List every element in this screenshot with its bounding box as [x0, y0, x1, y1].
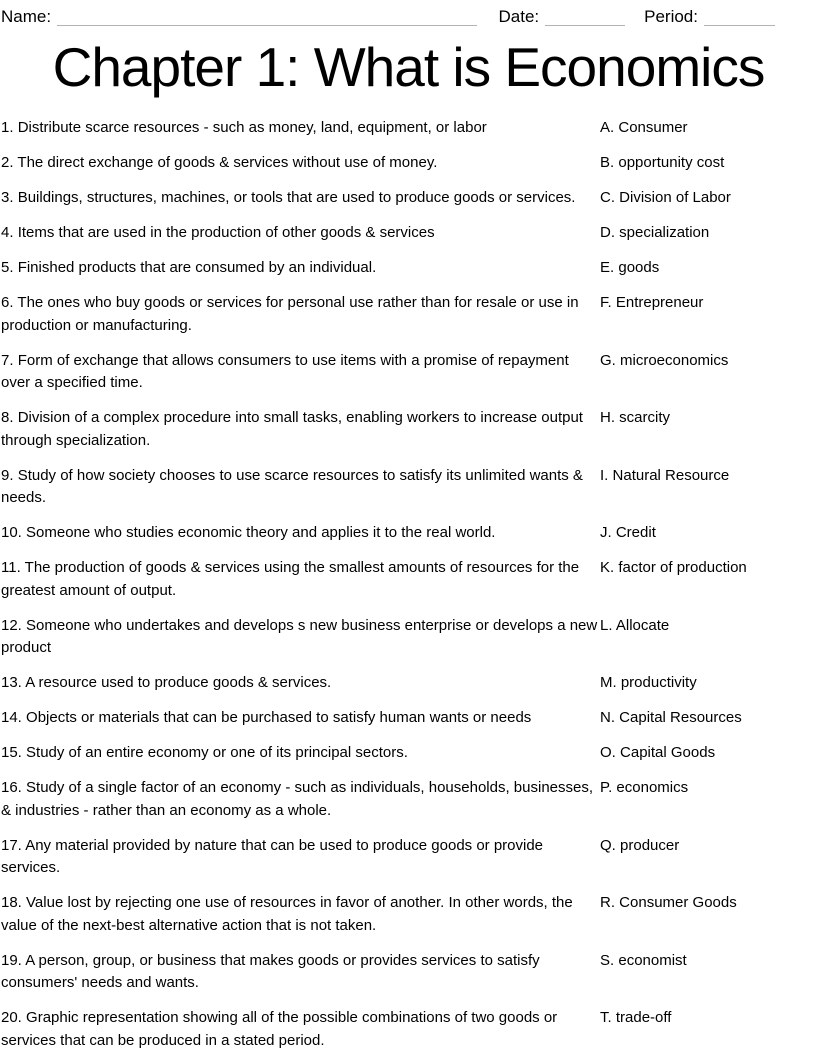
definition-number: 12.	[1, 616, 22, 634]
date-label: Date:	[498, 7, 540, 26]
definition-text: Items that are used in the production of other goods & services	[17, 224, 435, 241]
term-letter: P.	[600, 779, 613, 796]
term-letter: T.	[600, 1009, 612, 1026]
matching-row	[1, 257, 816, 280]
matching-row	[1, 777, 816, 822]
term-text: factor of production	[618, 559, 747, 576]
term	[600, 522, 816, 545]
matching-row	[1, 222, 816, 245]
definition	[1, 777, 600, 822]
definition	[1, 892, 600, 937]
definition-number: 15.	[1, 744, 22, 761]
term-text: goods	[618, 259, 660, 276]
definition-number: 7.	[1, 351, 14, 369]
definition-number: 19.	[1, 951, 22, 969]
definition-text: Objects or materials that can be purchased to satisfy human wants or needs	[26, 709, 532, 726]
definition-text: A resource used to produce goods & services.	[25, 674, 332, 691]
matching-row	[1, 950, 816, 995]
term-letter: B.	[600, 154, 615, 171]
definition-text: Form of exchange that allows consumers to use items with a promise of repayment over a specified time.	[1, 351, 569, 391]
term-text: Natural Resource	[612, 466, 730, 484]
term-text: Consumer	[618, 119, 688, 136]
term	[600, 672, 816, 695]
definition-text: A person, group, or business that makes goods or provides services to satisfy consumers' needs and wants.	[1, 951, 540, 991]
name-blank-line	[57, 8, 477, 26]
term	[600, 557, 816, 580]
term-text: productivity	[620, 674, 697, 691]
term-letter: F.	[600, 294, 612, 311]
term	[600, 350, 816, 373]
definition-text: Value lost by rejecting one use of resources in favor of another. In other words, the value of the next-best alternative action that is not taken.	[1, 894, 573, 934]
term	[600, 1007, 816, 1030]
term	[600, 117, 816, 140]
matching-row	[1, 615, 816, 660]
definition-text: Study of how society chooses to use scarce resources to satisfy its unlimited wants & needs.	[1, 466, 583, 506]
term-letter: N.	[600, 709, 615, 726]
matching-row	[1, 892, 816, 937]
definition	[1, 407, 600, 452]
term-letter: M.	[600, 674, 617, 691]
matching-row	[1, 707, 816, 730]
definition	[1, 465, 600, 510]
term-text: economics	[616, 779, 689, 796]
term-text: trade-off	[615, 1009, 672, 1026]
definition	[1, 292, 600, 337]
definition-number: 9.	[1, 466, 14, 484]
term	[600, 292, 816, 315]
term-text: Entrepreneur	[615, 294, 704, 311]
term	[600, 892, 816, 915]
definition-text: Someone who undertakes and develops s new business enterprise or develops a new product	[1, 616, 598, 656]
matching-list	[1, 117, 816, 1052]
definition	[1, 557, 600, 602]
term-text: Allocate	[615, 616, 670, 634]
definition-text: The direct exchange of goods & services without use of money.	[17, 154, 438, 171]
definition-text: Any material provided by nature that can be used to produce goods or provide services.	[1, 836, 544, 876]
matching-row	[1, 292, 816, 337]
definition-number: 10.	[1, 524, 22, 541]
period-label: Period:	[644, 7, 698, 26]
term	[600, 187, 816, 210]
definition	[1, 152, 600, 175]
definition-number: 20.	[1, 1009, 22, 1026]
term-text: microeconomics	[620, 351, 729, 369]
term-letter: E.	[600, 259, 615, 276]
definition-number: 13.	[1, 674, 22, 691]
definition-text: Someone who studies economic theory and applies it to the real world.	[26, 524, 496, 541]
matching-row	[1, 742, 816, 765]
term	[600, 257, 816, 280]
term-letter: L.	[600, 616, 613, 634]
matching-row	[1, 835, 816, 880]
term-text: scarcity	[619, 409, 671, 426]
term	[600, 707, 816, 730]
term-letter: G.	[600, 351, 616, 369]
definition	[1, 835, 600, 880]
term-text: economist	[618, 951, 687, 969]
definition-text: Finished products that are consumed by an individual.	[17, 259, 377, 276]
term-letter: K.	[600, 559, 615, 576]
term-letter: Q.	[600, 836, 616, 854]
matching-row	[1, 117, 816, 140]
term-letter: A.	[600, 119, 615, 136]
definition	[1, 707, 600, 730]
definition	[1, 257, 600, 280]
term-text: producer	[620, 836, 680, 854]
term	[600, 615, 816, 638]
term-text: specialization	[619, 224, 710, 241]
definition-text: The ones who buy goods or services for personal use rather than for resale or use in production or manufacturing.	[1, 294, 579, 334]
definition-text: Buildings, structures, machines, or tools that are used to produce goods or services.	[17, 189, 576, 206]
term	[600, 152, 816, 175]
definition	[1, 742, 600, 765]
date-blank-line	[545, 8, 625, 26]
definition-number: 11.	[1, 559, 21, 576]
matching-row	[1, 350, 816, 395]
definition	[1, 222, 600, 245]
matching-row	[1, 672, 816, 695]
definition-text: The production of goods & services using the smallest amounts of resources for the greatest amount of output.	[1, 559, 580, 599]
definition-text: Study of a single factor of an economy - such as individuals, households, businesses, & industries - rather than an economy as a whole.	[1, 779, 594, 819]
definition	[1, 117, 600, 140]
matching-row	[1, 465, 816, 510]
term	[600, 835, 816, 858]
period-blank-line	[704, 8, 775, 26]
term	[600, 222, 816, 245]
definition-number: 6.	[1, 294, 14, 311]
definition-text: Division of a complex procedure into small tasks, enabling workers to increase output through specialization.	[1, 409, 583, 449]
definition	[1, 522, 600, 545]
header	[1, 3, 816, 27]
name-label: Name:	[1, 7, 52, 26]
definition-number: 16.	[1, 779, 22, 796]
definition	[1, 950, 600, 995]
term	[600, 950, 816, 973]
definition-number: 1.	[1, 119, 14, 136]
term-text: Capital Goods	[620, 744, 716, 761]
term-letter: D.	[600, 224, 615, 241]
term-letter: C.	[600, 189, 615, 206]
matching-row	[1, 1007, 816, 1052]
term-letter: I.	[600, 466, 609, 484]
definition	[1, 615, 600, 660]
term	[600, 465, 816, 488]
term-letter: H.	[600, 409, 615, 426]
term-letter: S.	[600, 951, 615, 969]
term-text: opportunity cost	[618, 154, 725, 171]
term-letter: J.	[600, 524, 612, 541]
definition	[1, 672, 600, 695]
definition-text: Study of an entire economy or one of its principal sectors.	[26, 744, 408, 761]
matching-row	[1, 557, 816, 602]
definition-number: 3.	[1, 189, 14, 206]
term-text: Credit	[615, 524, 656, 541]
term	[600, 407, 816, 430]
term	[600, 777, 816, 800]
definition-text: Distribute scarce resources - such as money, land, equipment, or labor	[17, 119, 487, 136]
definition-number: 4.	[1, 224, 14, 241]
definition	[1, 187, 600, 210]
definition-number: 14.	[1, 709, 22, 726]
definition-text: Graphic representation showing all of the possible combinations of two goods or services that can be produced in a stated period.	[1, 1009, 558, 1049]
definition-number: 8.	[1, 409, 14, 426]
term	[600, 742, 816, 765]
matching-row	[1, 187, 816, 210]
term-letter: O.	[600, 744, 616, 761]
term-text: Division of Labor	[619, 189, 731, 206]
definition-number: 5.	[1, 259, 14, 276]
definition	[1, 350, 600, 395]
definition-number: 18.	[1, 894, 22, 911]
definition-number: 17.	[1, 836, 22, 854]
worksheet-title: Chapter 1: What is Economics	[52, 36, 765, 98]
definition-number: 2.	[1, 154, 14, 171]
matching-row	[1, 522, 816, 545]
matching-row	[1, 152, 816, 175]
term-letter: R.	[600, 894, 615, 911]
matching-row	[1, 407, 816, 452]
definition	[1, 1007, 600, 1052]
term-text: Consumer Goods	[619, 894, 737, 911]
term-text: Capital Resources	[619, 709, 742, 726]
